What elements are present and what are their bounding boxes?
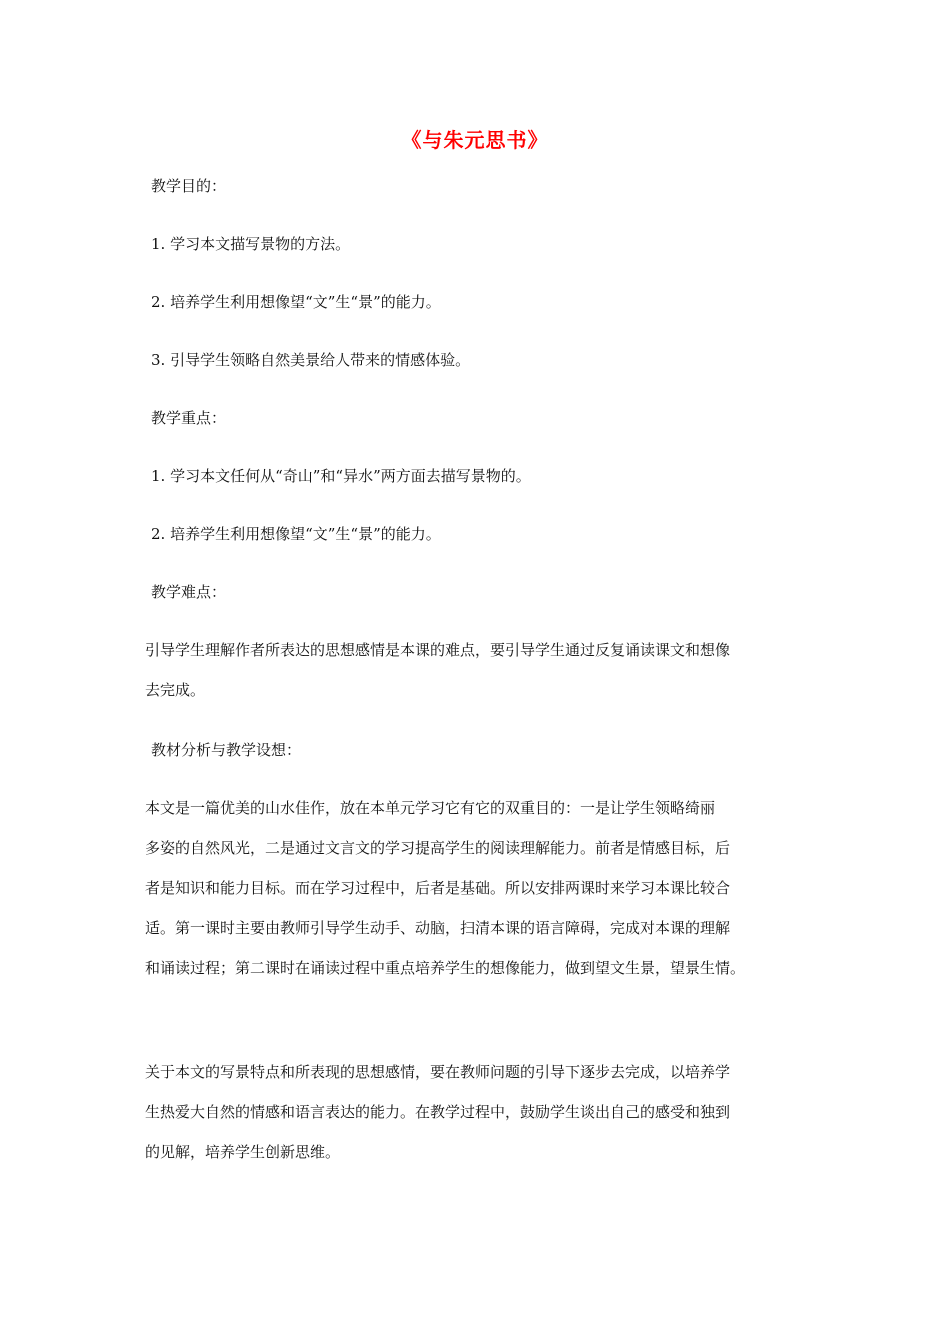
analysis-paragraph-1 [145, 798, 813, 998]
paragraph-line: 关于本文的写景特点和所表现的思想感情，要在教师问题的引导下逐步去完成，以培养学 [145, 1063, 731, 1081]
key-point-item-1: 1. 学习本文任何从“奇山”和“异水”两方面去描写景物的。 [151, 467, 531, 485]
objective-item-3: 3. 引导学生领略自然美景给人带来的情感体验。 [151, 351, 471, 369]
analysis-paragraph-2 [145, 1062, 813, 1182]
objective-item-1: 1. 学习本文描写景物的方法。 [151, 235, 351, 253]
paragraph-line: 和诵读过程；第二课时在诵读过程中重点培养学生的想像能力，做到望文生景，望景生情。 [145, 959, 746, 977]
paragraph-line: 生热爱大自然的情感和语言表达的能力。在教学过程中，鼓励学生谈出自己的感受和独到 [145, 1103, 731, 1121]
objective-item-2: 2. 培养学生利用想像望“文”生“景”的能力。 [151, 293, 441, 311]
paragraph-line: 者是知识和能力目标。而在学习过程中，后者是基础。所以安排两课时来学习本课比较合 [145, 879, 731, 897]
key-point-item-2: 2. 培养学生利用想像望“文”生“景”的能力。 [151, 525, 441, 543]
paragraph-line: 的见解，培养学生创新思维。 [145, 1143, 341, 1161]
objectives-heading: 教学目的： [151, 177, 227, 195]
difficulties-heading: 教学难点： [151, 583, 227, 601]
difficulties-paragraph [145, 640, 813, 720]
paragraph-line: 适。第一课时主要由教师引导学生动手、动脑，扫清本课的语言障碍，完成对本课的理解 [145, 919, 731, 937]
document-title: 《与朱元思书》 [401, 128, 549, 152]
analysis-heading: 教材分析与教学设想： [151, 741, 302, 759]
paragraph-line: 引导学生理解作者所表达的思想感情是本课的难点，要引导学生通过反复诵读课文和想像 [145, 641, 731, 659]
paragraph-line: 去完成。 [145, 681, 206, 699]
paragraph-line: 多姿的自然风光，二是通过文言文的学习提高学生的阅读理解能力。前者是情感目标，后 [145, 839, 731, 857]
key-points-heading: 教学重点： [151, 409, 227, 427]
paragraph-line: 本文是一篇优美的山水佳作，放在本单元学习它有它的双重目的：一是让学生领略绮丽 [145, 799, 716, 817]
